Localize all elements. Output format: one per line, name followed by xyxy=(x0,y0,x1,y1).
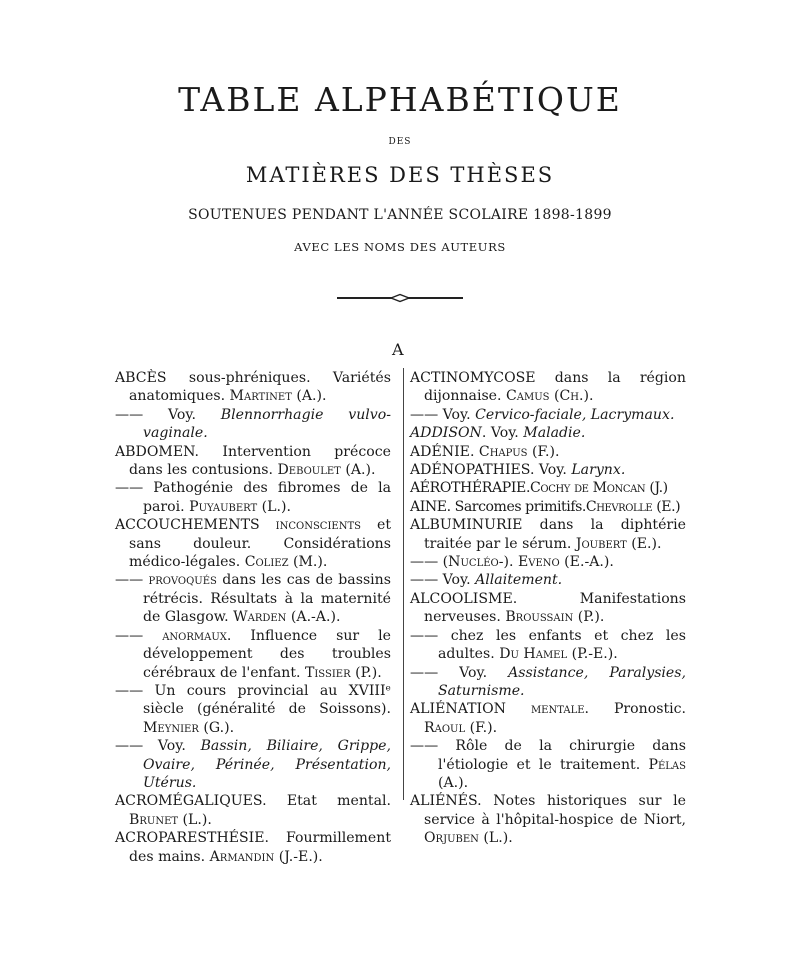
title-connector: DES xyxy=(388,137,412,147)
index-entry: ADDISON. Voy. Maladie. xyxy=(410,425,586,442)
author-name: Cochy de Moncan (J.) xyxy=(530,480,668,497)
author-name: Martinet (A.). xyxy=(229,388,327,405)
author-name: Orjuben (L.). xyxy=(424,830,513,847)
page-subtitle: MATIÈRES DES THÈSES xyxy=(245,163,555,187)
right-column xyxy=(410,369,686,848)
index-entry: ALBUMINURIE dans la diphtérie traitée par le sérum. Joubert (E.). xyxy=(410,517,686,552)
index-entry: ACCOUCHEMENTS inconscients et sans douleur. Considérations médico-légales. Coliez (M.). xyxy=(115,517,391,571)
author-name: Brunet (L.). xyxy=(129,811,212,828)
cross-reference: Maladie. xyxy=(523,425,586,442)
index-entry: ACTINOMYCOSE dans la région dijonnaise. Camus (Ch.). xyxy=(410,370,686,405)
page-subtitle-year: SOUTENUES PENDANT L'ANNÉE SCOLAIRE 1898-1899 xyxy=(188,207,612,223)
author-name: Puyaubert (L.). xyxy=(189,498,291,515)
author-name: Eveno (E.-A.). xyxy=(513,554,614,571)
author-name: Chapus (F.). xyxy=(478,443,560,460)
author-name: Camus (Ch.). xyxy=(505,388,594,405)
index-entry: —— Voy. Allaitement. xyxy=(410,572,563,589)
index-entry: —— Voy. Cervico-faciale, Lacrymaux. xyxy=(410,406,675,423)
cross-reference: Larynx. xyxy=(571,462,626,479)
index-entry: —— (Nucléo-). Eveno (E.-A.). xyxy=(410,554,614,571)
index-entry: —— Voy. Bassin, Biliaire, Grippe, Ovaire, Périnée, Présentation, Utérus. xyxy=(115,738,391,791)
index-entry: ADÉNIE. Chapus (F.). xyxy=(410,443,560,460)
index-entry: —— Rôle de la chirurgie dans l'étiologie et le traitement. Pélas (A.). xyxy=(410,738,686,791)
cross-reference: Allaitement. xyxy=(475,572,563,589)
index-entry: ACROMÉGALIQUES. Etat mental. Brunet (L.). xyxy=(115,793,391,828)
column-divider xyxy=(403,368,404,800)
index-entry: ALCOOLISME. Manifestations nerveuses. Broussain (P.). xyxy=(410,590,686,626)
index-entry: ACROPARESTHÉSIE. Fourmillement des mains. Armandin (J.-E.). xyxy=(115,830,391,865)
author-name: Pélas (A.). xyxy=(438,756,686,791)
author-name: Coliez (M.). xyxy=(244,554,328,571)
cross-reference: Assistance, Paralysies, Saturnisme. xyxy=(438,664,686,699)
author-name: Raoul (F.). xyxy=(424,719,498,736)
index-entry: ALIÉNÉS. Notes historiques sur le service à l'hôpital-hospice de Niort, Orjuben (L.). xyxy=(410,793,686,847)
section-letter: A xyxy=(392,340,404,359)
ornament-rule xyxy=(335,293,465,303)
index-entry: ALIÉNATION mentale. Pronostic. Raoul (F.). xyxy=(410,701,686,736)
cross-reference: Cervico-faciale, Lacrymaux. xyxy=(475,406,675,423)
index-entry: ADÉNOPATHIES. Voy. Larynx. xyxy=(410,462,626,479)
index-entry: —— anormaux. Influence sur le développement des troubles cérébraux de l'enfant. Tissier (P.). xyxy=(115,627,392,681)
index-entry: ABDOMEN. Intervention précoce dans les contusions. Deboulet (A.). xyxy=(115,443,391,479)
left-column xyxy=(115,369,391,866)
index-entry: ABCÈS sous-phréniques. Variétés anatomiques. Martinet (A.). xyxy=(115,370,391,405)
author-name: Broussain (P.). xyxy=(505,609,605,626)
page-subtitle-authors: AVEC LES NOMS DES AUTEURS xyxy=(294,240,506,254)
author-name: Warden (A.-A.). xyxy=(233,609,341,626)
index-entry: —— provoqués dans les cas de bassins rétrécis. Résultats à la maternité de Glasgow. Warden (A.-A.). xyxy=(115,572,391,626)
page-title: TABLE ALPHABÉTIQUE xyxy=(178,80,622,119)
index-entry: —— chez les enfants et chez les adultes. Du Hamel (P.-E.). xyxy=(410,627,686,663)
author-name: Deboulet (A.). xyxy=(277,462,376,479)
author-name: Tissier (P.). xyxy=(304,664,382,681)
cross-reference: Blennorrhagie vulvo-vaginale. xyxy=(143,406,392,442)
index-entry: —— Voy. Assistance, Paralysies, Saturnisme. xyxy=(410,664,686,699)
author-name: Chevrolle (E.) xyxy=(585,498,681,515)
index-entry: —— Voy. Blennorrhagie vulvo-vaginale. xyxy=(115,406,392,442)
index-entry: —— Pathogénie des fibromes de la paroi. Puyaubert (L.). xyxy=(115,480,391,515)
cross-reference: Bassin, Biliaire, Grippe, Ovaire, Périnée, Présentation, Utérus. xyxy=(143,738,391,791)
index-entry: —— Un cours provincial au XVIIIᵉ siècle (généralité de Soissons). Meynier (G.). xyxy=(115,682,391,736)
author-name: Joubert (E.). xyxy=(575,535,662,552)
index-entry: AÉROTHÉRAPIE.Cochy de Moncan (J.) xyxy=(410,480,668,497)
author-name: Meynier (G.). xyxy=(143,719,235,736)
author-name: Armandin (J.-E.). xyxy=(209,848,323,865)
author-name: Du Hamel (P.-E.). xyxy=(499,646,618,663)
index-entry: AINE. Sarcomes primitifs.Chevrolle (E.) xyxy=(410,498,681,515)
